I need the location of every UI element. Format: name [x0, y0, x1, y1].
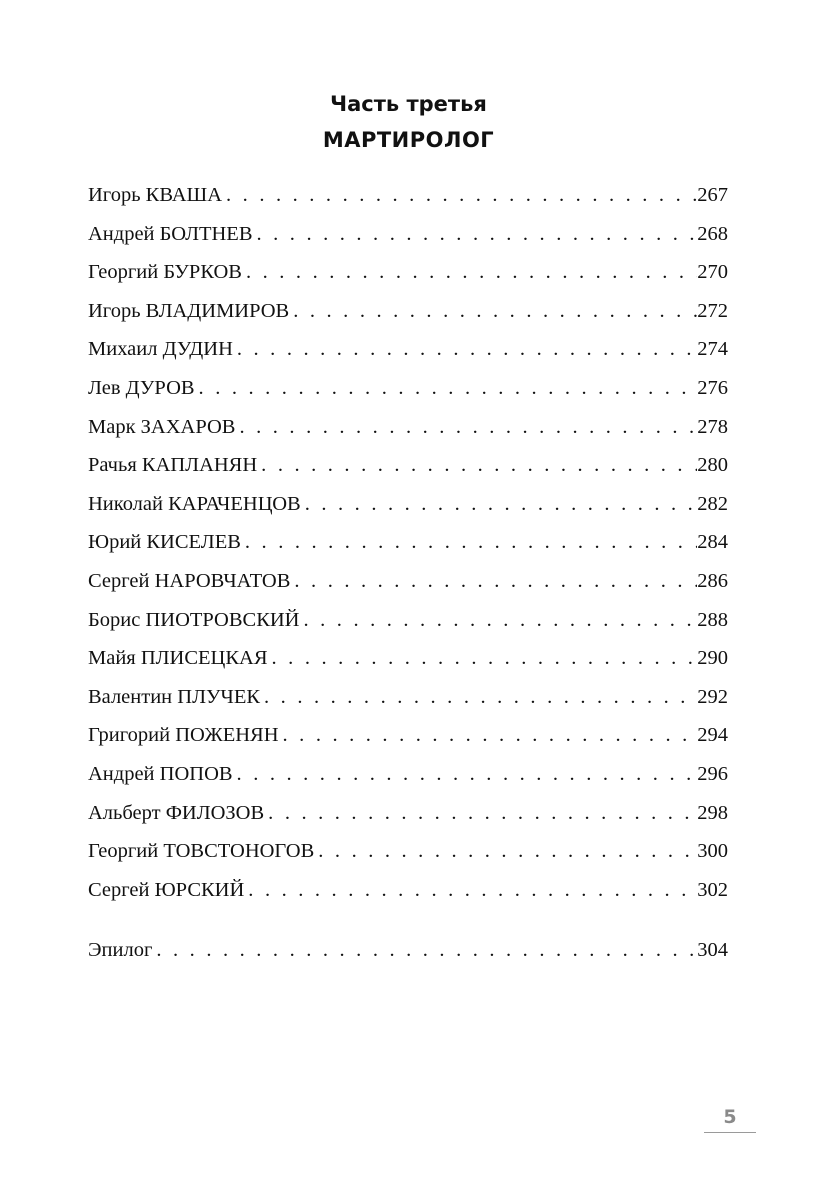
- toc-entry-page: 286: [697, 569, 728, 592]
- toc-entry: [88, 794, 728, 833]
- toc-entry-name: Григорий ПОЖЕНЯН: [88, 724, 279, 747]
- toc-entry-page: 296: [697, 762, 728, 785]
- toc-entry-page: 300: [697, 840, 728, 863]
- toc-entry-page: 272: [697, 299, 728, 322]
- toc-leader-dots: [268, 639, 698, 678]
- toc-leader-dots: [279, 716, 698, 755]
- toc-entry-name: Альберт ФИЛОЗОВ: [88, 801, 265, 824]
- page-number: 5: [723, 1106, 737, 1128]
- toc-leader-dots: [260, 678, 697, 717]
- table-of-contents: [88, 176, 728, 970]
- toc-entry-name: Марк ЗАХАРОВ: [88, 415, 236, 438]
- toc-leader-dots: [241, 523, 697, 562]
- toc-entry-page: 268: [697, 222, 728, 245]
- toc-entry-name: Георгий БУРКОВ: [88, 261, 242, 284]
- toc-entry-page: 284: [697, 531, 728, 554]
- page-number-rule: [704, 1132, 756, 1133]
- toc-entry: [88, 755, 728, 794]
- toc-entry: [88, 215, 728, 254]
- toc-entry-name: Рачья КАПЛАНЯН: [88, 454, 258, 477]
- toc-leader-dots: [314, 832, 697, 871]
- toc-entry: [88, 678, 728, 717]
- toc-entry-page: 274: [697, 338, 728, 361]
- toc-leader-dots: [264, 794, 697, 833]
- toc-entry-name: Михаил ДУДИН: [88, 338, 233, 361]
- toc-entry-page: 267: [697, 184, 728, 206]
- toc-entry: [88, 562, 728, 601]
- toc-leader-dots: [300, 601, 698, 640]
- toc-leader-dots: [289, 292, 697, 331]
- toc-leader-dots: [242, 253, 697, 292]
- toc-entry-name: Игорь КВАША: [88, 184, 223, 206]
- toc-entry-name: Эпилог: [88, 939, 153, 962]
- toc-entry-page: 278: [697, 415, 728, 438]
- toc-entry-name: Лев ДУРОВ: [88, 376, 195, 399]
- toc-entry: [88, 292, 728, 331]
- toc-entry-page: 276: [697, 376, 728, 399]
- toc-leader-dots: [257, 446, 697, 485]
- toc-entry-name: Майя ПЛИСЕЦКАЯ: [88, 647, 268, 670]
- toc-entry-name: Андрей БОЛТНЕВ: [88, 222, 253, 245]
- toc-entry-name: Борис ПИОТРОВСКИЙ: [88, 608, 300, 631]
- toc-entry: [88, 601, 728, 640]
- toc-entry-page: 298: [697, 801, 728, 824]
- toc-entry-name: Андрей ПОПОВ: [88, 762, 233, 785]
- part-title: Часть третья: [330, 92, 487, 116]
- toc-entry: [88, 253, 728, 292]
- toc-entry-name: Николай КАРАЧЕНЦОВ: [88, 492, 301, 515]
- section-title: МАРТИРОЛОГ: [322, 128, 495, 152]
- toc-entry-page: 292: [697, 685, 728, 708]
- toc-entry-name: Игорь ВЛАДИМИРОВ: [88, 299, 290, 322]
- toc-entry-page: 288: [697, 608, 728, 631]
- toc-entry: [88, 330, 728, 369]
- toc-entry-name: Сергей ЮРСКИЙ: [88, 878, 245, 901]
- toc-entry-page: 280: [697, 454, 728, 477]
- toc-entry-name: Юрий КИСЕЛЕВ: [88, 531, 241, 554]
- toc-entry-page: 270: [697, 261, 728, 284]
- toc-entry-page: 282: [697, 492, 728, 515]
- toc-leader-dots: [222, 176, 697, 215]
- toc-entry: [88, 485, 728, 524]
- toc-leader-dots: [233, 330, 697, 369]
- toc-entry-page: 304: [697, 939, 728, 962]
- toc-leader-dots: [152, 931, 697, 970]
- toc-leader-dots: [244, 871, 697, 910]
- toc-entry: [88, 639, 728, 678]
- toc-leader-dots: [233, 755, 698, 794]
- toc-leader-dots: [301, 485, 698, 524]
- toc-entry-page: 294: [697, 724, 728, 747]
- toc-entry-epilogue: [88, 931, 728, 970]
- toc-entry-page: 302: [697, 878, 728, 901]
- toc-leader-dots: [253, 215, 698, 254]
- toc-entry: [88, 716, 728, 755]
- toc-entry: [88, 523, 728, 562]
- toc-leader-dots: [195, 369, 698, 408]
- toc-entry: [88, 369, 728, 408]
- toc-entry-name: Сергей НАРОВЧАТОВ: [88, 569, 291, 592]
- toc-entry: [88, 832, 728, 871]
- toc-leader-dots: [290, 562, 697, 601]
- toc-leader-dots: [235, 408, 697, 447]
- toc-entry-name: Георгий ТОВСТОНОГОВ: [88, 840, 315, 863]
- toc-entry: [88, 446, 728, 485]
- toc-entry: [88, 176, 728, 215]
- toc-entry: [88, 408, 728, 447]
- toc-entry: [88, 871, 728, 910]
- toc-entry-page: 290: [697, 647, 728, 670]
- toc-entry-name: Валентин ПЛУЧЕК: [88, 685, 261, 708]
